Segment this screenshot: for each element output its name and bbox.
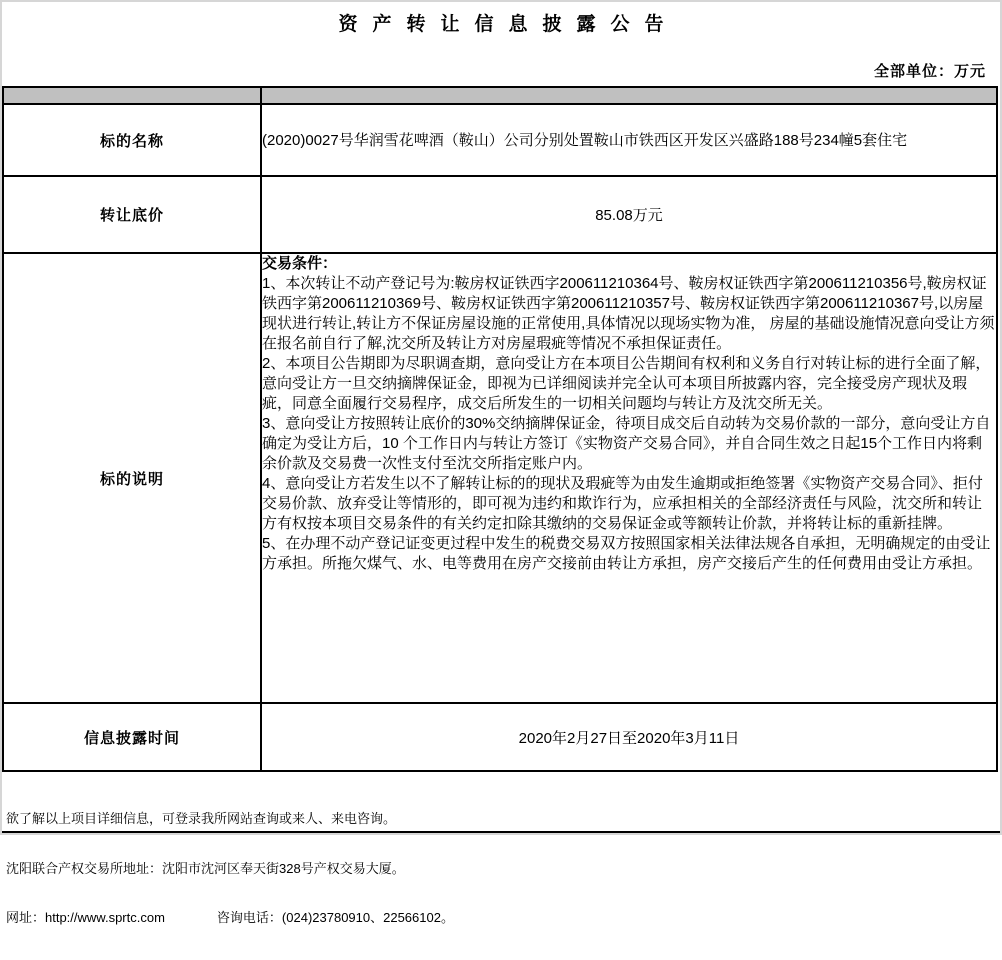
footer-note-contact: 网址：http://www.sprtc.com 咨询电话：(024)23780910、22566102。 <box>6 910 454 925</box>
trade-condition-item: 1、本次转让不动产登记号为:鞍房权证铁西字200611210364号、鞍房权证铁西字第200611210356号,鞍房权证铁西字第200611210369号、鞍房权证铁西字第200611210357号、鞍房权证铁西字第200611210367号,以房屋现状进行转让,转让方不保证房屋设施的正常使用,具体情况以现场实物为准， 房屋的基础设施情况意向受让方须在报名前自行了解,沈交所及转让方对房屋瑕疵等情况不承担保证责任。 <box>262 275 995 352</box>
row-value-target-name: (2020)0027号华润雪花啤酒（鞍山）公司分别处置鞍山市铁西区开发区兴盛路188号234幢5套住宅 <box>261 104 997 176</box>
table-row <box>3 253 997 703</box>
header-bar-value-cell <box>261 87 997 104</box>
header-bar-label-cell <box>3 87 261 104</box>
row-label-target-description: 标的说明 <box>3 253 261 703</box>
table-row <box>3 703 997 771</box>
table-row <box>3 104 997 176</box>
announcement-header <box>2 2 1000 86</box>
row-value-target-description <box>261 253 997 703</box>
trade-condition-item: 5、在办理不动产登记证变更过程中发生的税费交易双方按照国家相关法律法规各自承担，无明确规定的由受让方承担。所拖欠煤气、水、电等费用在房产交接前由转让方承担，房产交接后产生的任何费用由受让方承担。 <box>262 535 991 572</box>
row-label-floor-price: 转让底价 <box>3 176 261 253</box>
footer-note-address: 沈阳联合产权交易所地址：沈阳市沈河区奉天街328号产权交易大厦。 <box>6 860 405 876</box>
trade-conditions-heading: 交易条件： <box>262 255 338 272</box>
row-label-disclosure-period: 信息披露时间 <box>3 703 261 771</box>
units-label: 全部单位：万元 <box>873 63 986 80</box>
footer-notes <box>2 772 1000 925</box>
row-value-floor-price: 85.08万元 <box>261 176 997 253</box>
table-row <box>3 176 997 253</box>
trade-condition-item: 3、意向受让方按照转让底价的30%交纳摘牌保证金，待项目成交后自动转为交易价款的一部分，意向受让方自确定为受让方后，10 个工作日内与转让方签订《实物资产交易合同》，并自合同生效之日起15个工作日内将剩余价款及交易费一次性支付至沈交所指定账户内。 <box>262 415 991 472</box>
trade-condition-item: 2、本项目公告期即为尽职调查期，意向受让方在本项目公告期间有权利和义务自行对转让标的进行全面了解，意向受让方一旦交纳摘牌保证金，即视为已详细阅读并完全认可本项目所披露内容，完全接受房产现状及瑕疵，同意全面履行交易程序，成交后所发生的一切相关问题均与转让方及沈交所无关。 <box>262 355 991 412</box>
page-title: 资产转让信息披露公告 <box>338 14 679 35</box>
announcement-table <box>2 86 998 772</box>
table-header-bar <box>3 87 997 104</box>
row-label-target-name: 标的名称 <box>3 104 261 176</box>
row-value-disclosure-period: 2020年2月27日至2020年3月11日 <box>261 703 997 771</box>
trade-condition-item: 4、意向受让方若发生以不了解转让标的的现状及瑕疵等为由发生逾期或拒绝签署《实物资产交易合同》、拒付交易价款、放弃受让等情形的，即可视为违约和欺诈行为，应承担相关的全部经济责任与风险，沈交所和转让方有权按本项目交易条件的有关约定扣除其缴纳的交易保证金或等额转让价款，并将转让标的重新挂牌。 <box>262 475 983 532</box>
footer-note-info: 欲了解以上项目详细信息，可登录我所网站查询或来人、来电咨询。 <box>6 811 397 826</box>
